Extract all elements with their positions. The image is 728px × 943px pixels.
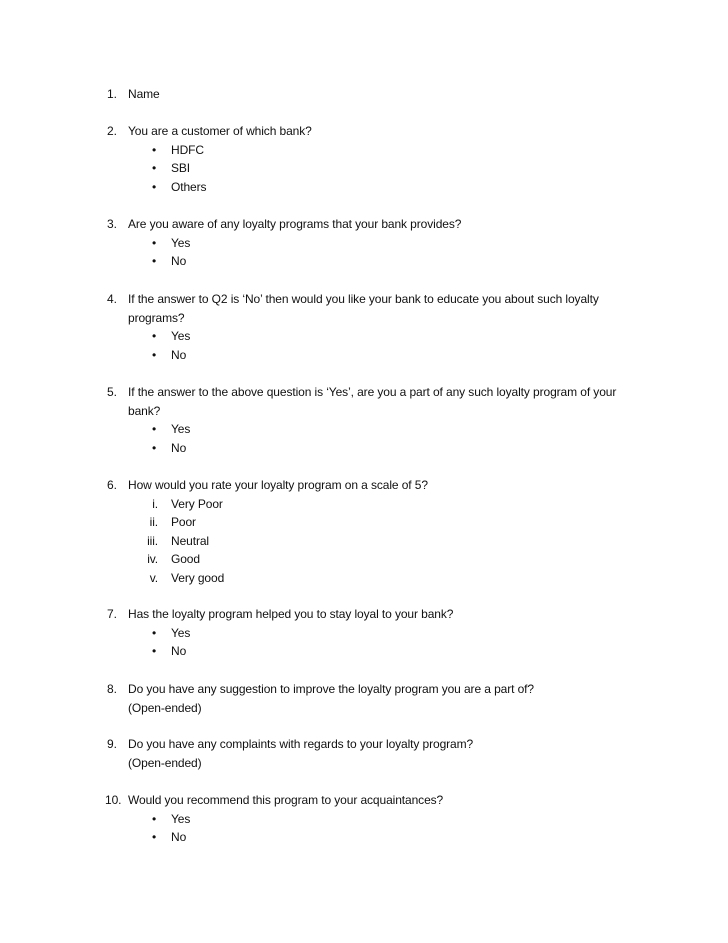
question-number: 4. [107, 292, 117, 306]
bullet-icon: • [151, 254, 157, 269]
bullet-icon: • [151, 625, 157, 640]
option-label: No [171, 644, 187, 659]
question-text-continued: bank? [128, 403, 161, 418]
question-text: How would you rate your loyalty program on a scale of 5? [128, 478, 428, 492]
rating-option [107, 550, 647, 569]
question-number: 6. [107, 478, 117, 492]
option-label: SBI [171, 161, 191, 176]
option-label: No [171, 254, 187, 269]
option-label: No [171, 440, 187, 455]
roman-numeral: iii. [147, 533, 158, 548]
question-text: Would you recommend this program to your acquaintances? [128, 793, 444, 807]
question-text: If the answer to the above question is ‘Yes’, are you a part of any such loyalty program of your [128, 385, 617, 399]
option-item [107, 327, 647, 346]
question-4 [107, 290, 647, 364]
question-7 [107, 605, 647, 661]
option-item [107, 346, 647, 365]
rating-option [107, 569, 647, 588]
bullet-icon: • [151, 329, 157, 344]
question-number: 5. [107, 385, 117, 399]
rating-option [107, 513, 647, 532]
question-note: (Open-ended) [128, 755, 202, 770]
question-1 [107, 85, 647, 104]
option-label: Very good [171, 570, 225, 585]
bullet-icon: • [151, 830, 157, 845]
option-label: Neutral [171, 533, 209, 548]
question-text: Do you have any complaints with regards to your loyalty program? [128, 737, 474, 751]
rating-option [107, 495, 647, 514]
bullet-icon: • [151, 161, 157, 176]
bullet-icon: • [151, 440, 157, 455]
option-item [107, 420, 647, 439]
option-label: Poor [171, 515, 196, 530]
question-note: (Open-ended) [128, 700, 202, 715]
question-text: Has the loyalty program helped you to stay loyal to your bank? [128, 607, 454, 621]
option-item [107, 624, 647, 643]
option-label: No [171, 347, 187, 362]
question-number: 9. [107, 737, 117, 751]
question-text: Name [128, 87, 160, 101]
option-item [107, 828, 647, 847]
question-9 [107, 735, 647, 772]
question-number: 1. [107, 87, 117, 101]
question-10 [107, 791, 647, 847]
option-item [107, 642, 647, 661]
question-number: 3. [107, 217, 117, 231]
option-label: Yes [171, 422, 191, 437]
option-label: Good [171, 552, 200, 567]
question-number: 2. [107, 124, 117, 138]
question-text: You are a customer of which bank? [128, 124, 312, 138]
option-item [107, 252, 647, 271]
question-5 [107, 383, 647, 457]
roman-numeral: ii. [149, 515, 158, 530]
option-item [107, 141, 647, 160]
question-text: Are you aware of any loyalty programs that your bank provides? [128, 217, 462, 231]
question-number: 10. [105, 793, 122, 807]
roman-numeral: iv. [147, 552, 158, 567]
bullet-icon: • [151, 811, 157, 826]
question-8 [107, 680, 647, 717]
question-text-continued: programs? [128, 310, 185, 325]
question-6 [107, 476, 647, 588]
question-text: If the answer to Q2 is ‘No’ then would you like your bank to educate you about such loyalty [128, 292, 599, 306]
question-text: Do you have any suggestion to improve the loyalty program you are a part of? [128, 682, 534, 696]
rating-option [107, 532, 647, 551]
option-item [107, 178, 647, 197]
bullet-icon: • [151, 347, 157, 362]
question-number: 7. [107, 607, 117, 621]
option-label: Yes [171, 625, 191, 640]
bullet-icon: • [151, 142, 157, 157]
option-item [107, 234, 647, 253]
question-3 [107, 215, 647, 271]
option-item [107, 810, 647, 829]
option-label: Yes [171, 235, 191, 250]
option-label: Yes [171, 811, 191, 826]
option-label: Yes [171, 329, 191, 344]
question-2 [107, 122, 647, 196]
roman-numeral: v. [149, 570, 158, 585]
roman-numeral: i. [152, 496, 158, 511]
option-label: Very Poor [171, 496, 223, 511]
option-label: Others [171, 179, 207, 194]
bullet-icon: • [151, 422, 157, 437]
question-number: 8. [107, 682, 117, 696]
option-item [107, 439, 647, 458]
bullet-icon: • [151, 235, 157, 250]
bullet-icon: • [151, 179, 157, 194]
option-label: HDFC [171, 142, 204, 157]
option-label: No [171, 830, 187, 845]
option-item [107, 159, 647, 178]
bullet-icon: • [151, 644, 157, 659]
